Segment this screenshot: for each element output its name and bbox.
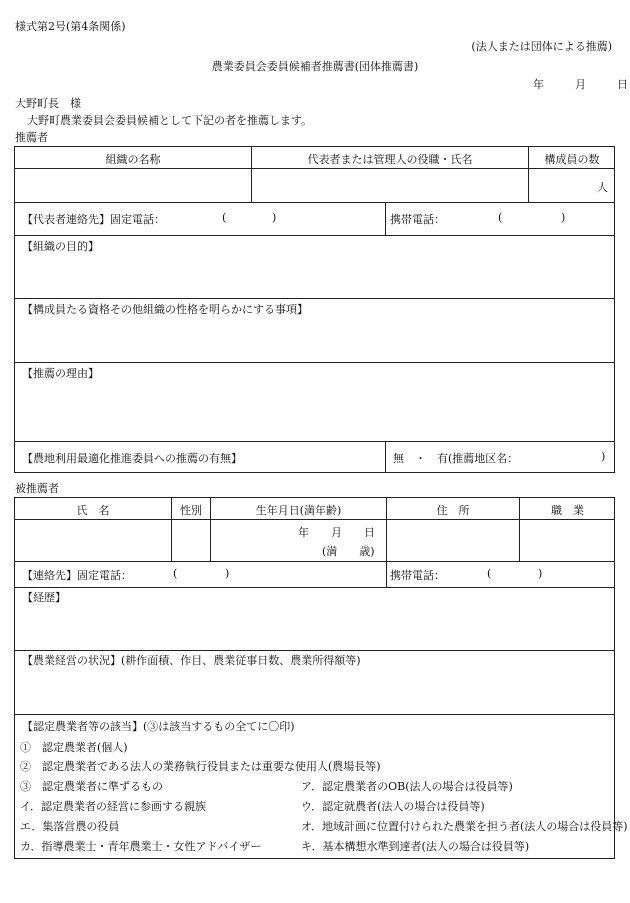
date-year: 年 [533, 78, 544, 91]
sub-item-u[interactable]: ウ．認定就農者(法人の場合は役員等) [301, 800, 485, 813]
nominee-phone-paren-close: ) [225, 567, 230, 580]
nominee-mobile-paren-close: ) [538, 567, 543, 580]
col-birthdate: 生年月日(満年齢) [255, 504, 342, 517]
representative-field[interactable] [252, 169, 528, 202]
sub-item-e[interactable]: エ．集落営農の役員 [20, 820, 120, 833]
nominee-section-label: 被推薦者 [15, 482, 59, 495]
col-name: 氏 名 [76, 504, 110, 517]
birth-ymd[interactable]: 年 月 日 [298, 526, 375, 539]
qualification-label: 【構成員たる資格その他組織の性格を明らかにする事項】 [22, 303, 308, 316]
col-gender: 性別 [180, 504, 202, 517]
col-address: 住 所 [436, 504, 470, 517]
certified-item-2[interactable]: ② 認定農業者である法人の業務執行役員または重要な使用人(農場長等) [20, 760, 381, 773]
date-line [533, 76, 628, 92]
reason-label: 【推薦の理由】 [22, 367, 99, 380]
col-occupation: 職 業 [551, 504, 584, 517]
optimization-close: ) [601, 450, 606, 463]
rep-mobile-label: 携帯電話： [390, 213, 445, 226]
certified-label: 【認定農業者等の該当】(③は該当するもの全てに〇印) [22, 720, 295, 733]
nominee-mobile-paren-open: ( [487, 567, 492, 580]
sub-item-i[interactable]: イ．認定農業者の経営に参画する親族 [20, 800, 207, 813]
certified-item-1[interactable]: ① 認定農業者(個人) [20, 741, 128, 754]
name-field[interactable] [15, 520, 171, 561]
date-day: 日 [617, 78, 628, 91]
rep-mobile-paren-close: ) [561, 211, 566, 224]
age-field[interactable]: (満 歳) [322, 545, 375, 558]
nominee-mobile-label: 携帯電話： [390, 569, 445, 582]
address-field[interactable] [387, 520, 519, 561]
nominee-contact-label: 【連絡先】固定電話： [22, 569, 132, 582]
rep-mobile-paren-open: ( [498, 211, 503, 224]
nominee-phone-paren-open: ( [173, 567, 178, 580]
career-label: 【経歴】 [22, 591, 66, 604]
recommender-section-label: 推薦者 [15, 131, 48, 144]
form-type-note: (法人または団体による推薦) [471, 40, 612, 53]
sub-item-o[interactable]: オ．地域計画に位置付けられた農業を担う者(法人の場合は役員等) [301, 820, 628, 833]
intro-text: 大野町農業委員会委員候補として下記の者を推薦します。 [27, 114, 313, 127]
page-title: 農業委員会委員候補者推薦書(団体推薦書) [211, 60, 419, 73]
certified-item-3[interactable]: ③ 認定農業者に準ずるもの [20, 780, 163, 793]
col-representative: 代表者または管理人の役職・氏名 [307, 153, 473, 166]
sub-item-ki[interactable]: キ．基本構想水準到達者(法人の場合は役員等) [301, 840, 530, 853]
org-name-field[interactable] [15, 169, 251, 202]
purpose-label: 【組織の目的】 [22, 240, 99, 253]
date-month: 月 [575, 78, 586, 91]
optimization-label: 【農地利用最適化推進委員への推薦の有無】 [22, 452, 242, 465]
occupation-field[interactable] [520, 520, 615, 561]
farming-status-label: 【農業経営の状況】(耕作面積、作目、農業従事日数、農業所得額等) [22, 654, 361, 667]
sub-item-a[interactable]: ア．認定農業者のOB(法人の場合は役員等) [301, 780, 513, 793]
gender-field[interactable] [172, 520, 210, 561]
addressee: 大野町長 様 [15, 97, 81, 110]
rep-phone-paren-close: ) [272, 211, 277, 224]
rep-contact-label: 【代表者連絡先】固定電話： [22, 213, 165, 226]
form-number: 様式第2号(第4条関係) [15, 20, 126, 33]
optimization-choice[interactable]: 無 ・ 有(推薦地区名： [393, 452, 519, 465]
rep-phone-paren-open: ( [222, 211, 227, 224]
sub-item-ka[interactable]: カ．指導農業士・青年農業士・女性アドバイザー [20, 840, 262, 853]
col-org-name: 組織の名称 [105, 153, 161, 166]
col-member-count: 構成員の数 [544, 153, 600, 166]
member-unit: 人 [597, 181, 608, 194]
